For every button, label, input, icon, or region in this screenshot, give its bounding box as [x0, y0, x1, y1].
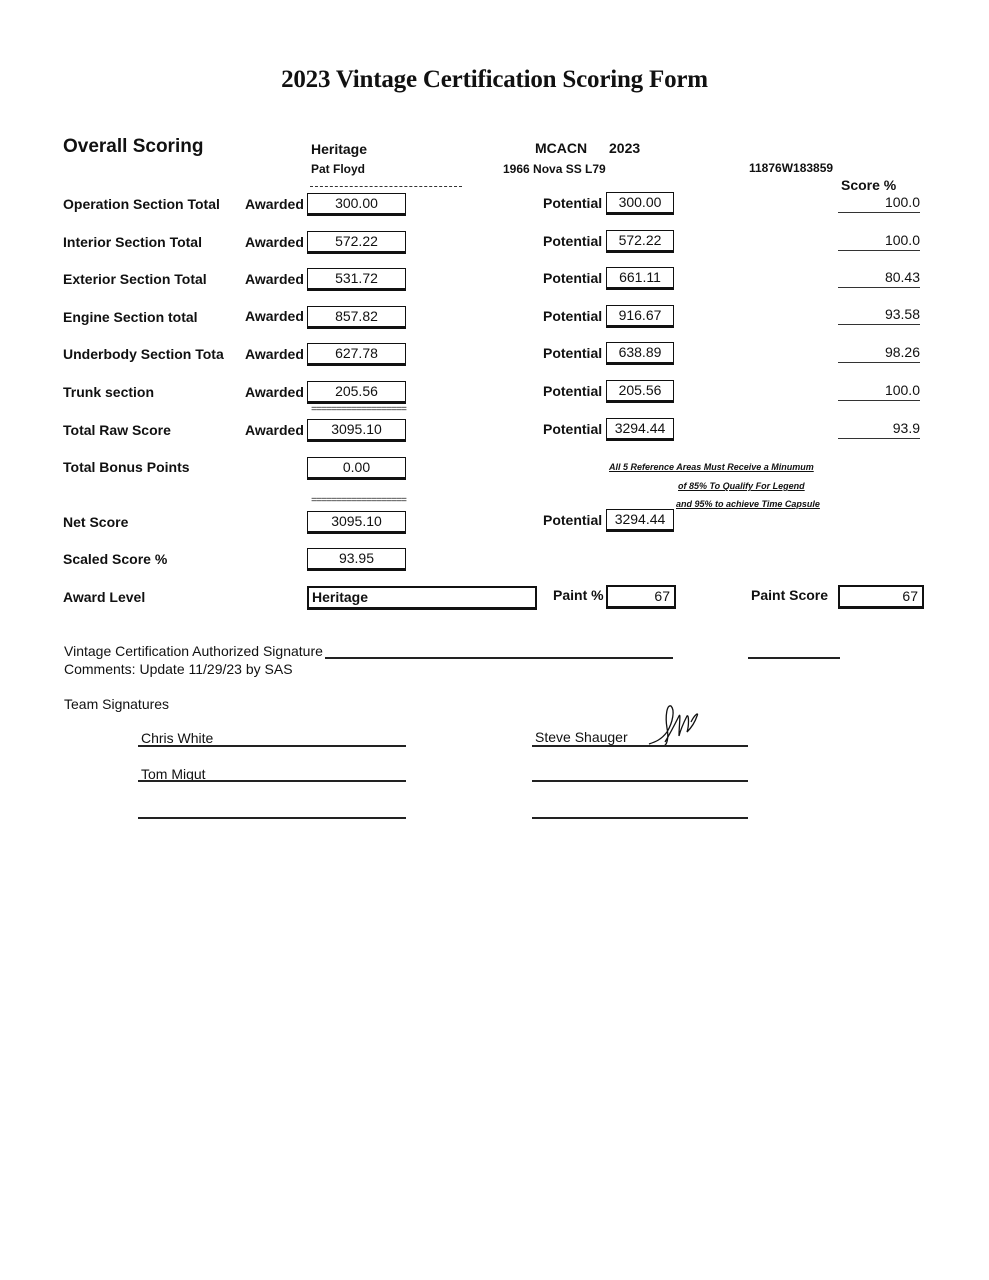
- team-signatures-label: Team Signatures: [64, 696, 170, 712]
- vin-number: 11876W183859: [749, 161, 834, 175]
- net-score-field[interactable]: 3095.10: [307, 511, 406, 534]
- potential-label: Potential: [543, 308, 603, 324]
- award-level-field[interactable]: Heritage: [307, 586, 537, 610]
- signature-line[interactable]: [138, 745, 406, 747]
- score-pct-header: Score %: [841, 177, 897, 193]
- score-pct-value: 100.0: [838, 382, 920, 401]
- award-level-label: Award Level: [63, 589, 146, 605]
- award-category: Heritage: [311, 141, 368, 157]
- awarded-value-field[interactable]: 300.00: [307, 193, 406, 216]
- section-label: Exterior Section Total: [63, 271, 207, 287]
- signature-line[interactable]: [138, 817, 406, 819]
- signature-line[interactable]: [138, 780, 406, 782]
- signature-line[interactable]: [532, 745, 748, 747]
- score-pct-value: 80.43: [838, 269, 920, 288]
- score-pct-value: 98.26: [838, 344, 920, 363]
- form-title: 2023 Vintage Certification Scoring Form: [281, 66, 708, 93]
- signature-line[interactable]: [532, 817, 748, 819]
- vehicle-description: 1966 Nova SS L79: [503, 162, 606, 176]
- potential-value-field[interactable]: 638.89: [606, 342, 674, 365]
- net-score-label: Net Score: [63, 514, 129, 530]
- team-member-name: Chris White: [141, 730, 214, 746]
- requirement-note-line1: All 5 Reference Areas Must Receive a Minumum: [609, 462, 814, 472]
- overall-scoring-heading: Overall Scoring: [63, 136, 204, 157]
- team-member-name: Steve Shauger: [535, 729, 628, 745]
- section-label: Engine Section total: [63, 309, 198, 325]
- potential-value-field[interactable]: 916.67: [606, 305, 674, 328]
- awarded-label: Awarded: [245, 422, 304, 438]
- comments-text: Comments: Update 11/29/23 by SAS: [64, 661, 293, 677]
- total-raw-label: Total Raw Score: [63, 422, 171, 438]
- awarded-label: Awarded: [245, 271, 304, 287]
- section-label: Operation Section Total: [63, 196, 220, 212]
- owner-name: Pat Floyd: [311, 162, 366, 176]
- sum-rule: ===================: [311, 496, 407, 507]
- dashed-divider: [310, 186, 462, 187]
- section-label: Interior Section Total: [63, 234, 202, 250]
- potential-value-field[interactable]: 300.00: [606, 192, 674, 215]
- potential-label: Potential: [543, 195, 603, 211]
- awarded-value-field[interactable]: 572.22: [307, 231, 406, 254]
- scaled-score-field[interactable]: 93.95: [307, 548, 406, 571]
- total-raw-potential-field[interactable]: 3294.44: [606, 418, 674, 441]
- potential-label: Potential: [543, 421, 603, 437]
- awarded-label: Awarded: [245, 196, 304, 212]
- score-pct-value: 100.0: [838, 232, 920, 251]
- potential-label: Potential: [543, 233, 603, 249]
- potential-value-field[interactable]: 572.22: [606, 230, 674, 253]
- section-label: Trunk section: [63, 384, 155, 400]
- awarded-label: Awarded: [245, 346, 304, 362]
- awarded-label: Awarded: [245, 234, 304, 250]
- awarded-label: Awarded: [245, 308, 304, 324]
- score-pct-value: 93.58: [838, 306, 920, 325]
- event-name: MCACN: [535, 140, 588, 156]
- requirement-note-line3: and 95% to achieve Time Capsule: [676, 499, 820, 509]
- sum-rule: ===================: [311, 405, 407, 416]
- awarded-label: Awarded: [245, 384, 304, 400]
- bonus-label: Total Bonus Points: [63, 459, 190, 475]
- scaled-score-label: Scaled Score %: [63, 551, 168, 567]
- section-label: Underbody Section Tota: [63, 346, 224, 362]
- paint-score-label: Paint Score: [751, 587, 829, 603]
- bonus-value-field[interactable]: 0.00: [307, 457, 406, 480]
- authorized-signature-label: Vintage Certification Authorized Signature: [64, 643, 323, 659]
- awarded-value-field[interactable]: 205.56: [307, 381, 406, 404]
- potential-label: Potential: [543, 270, 603, 286]
- net-potential-field[interactable]: 3294.44: [606, 509, 674, 532]
- paint-pct-label: Paint %: [553, 587, 604, 603]
- team-member-name: Tom Migut: [141, 766, 206, 782]
- awarded-value-field[interactable]: 857.82: [307, 306, 406, 329]
- awarded-value-field[interactable]: 627.78: [307, 343, 406, 366]
- score-pct-value: 100.0: [838, 194, 920, 213]
- total-raw-awarded-field[interactable]: 3095.10: [307, 419, 406, 442]
- event-year: 2023: [609, 140, 641, 156]
- potential-value-field[interactable]: 205.56: [606, 380, 674, 403]
- signature-date-line[interactable]: [748, 657, 840, 659]
- paint-score-field[interactable]: 67: [838, 585, 924, 609]
- requirement-note-line2: of 85% To Qualify For Legend: [678, 481, 805, 491]
- signature-line[interactable]: [532, 780, 748, 782]
- potential-value-field[interactable]: 661.11: [606, 267, 674, 290]
- potential-label: Potential: [543, 345, 603, 361]
- handwritten-signature-icon: [645, 702, 705, 748]
- awarded-value-field[interactable]: 531.72: [307, 268, 406, 291]
- total-raw-score-pct: 93.9: [838, 420, 920, 439]
- authorized-signature-line[interactable]: [325, 657, 673, 659]
- potential-label: Potential: [543, 383, 603, 399]
- potential-label: Potential: [543, 512, 603, 528]
- paint-pct-field[interactable]: 67: [606, 585, 676, 609]
